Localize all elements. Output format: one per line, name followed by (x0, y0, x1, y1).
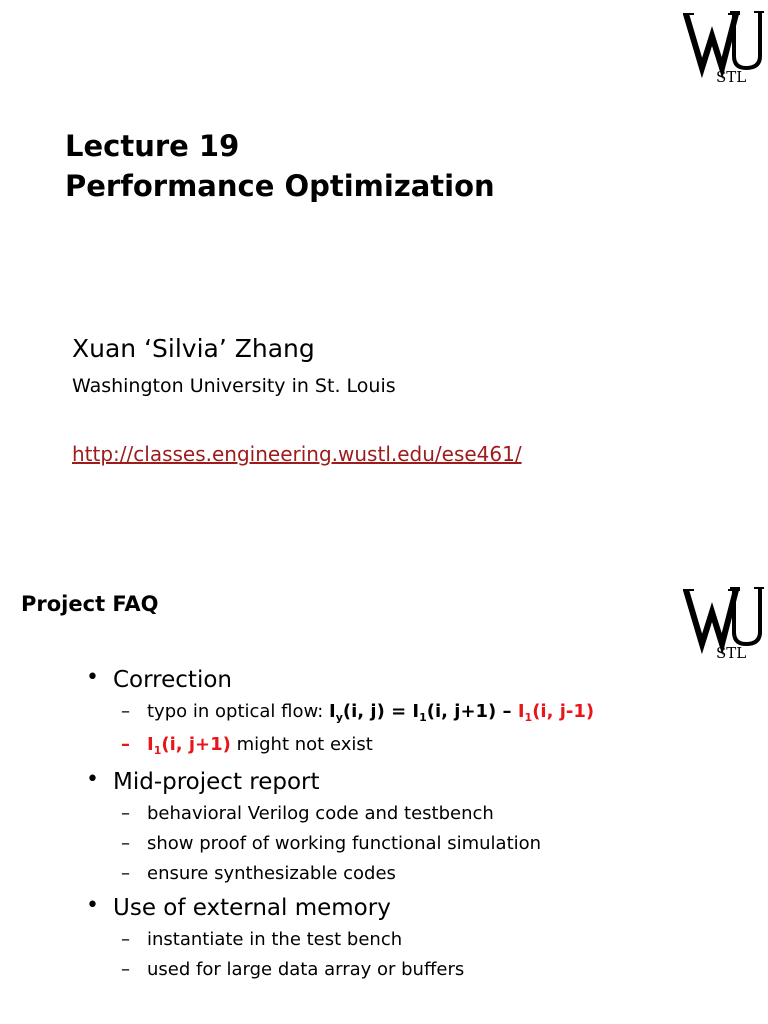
dash-icon: – (121, 863, 130, 884)
bullet-icon: • (86, 893, 99, 918)
svg-text:STL: STL (716, 68, 747, 86)
dash-icon: – (121, 803, 130, 824)
dash-icon: – (121, 929, 130, 950)
sub-item-text: instantiate in the test bench (147, 929, 403, 950)
svg-text:STL: STL (716, 644, 747, 662)
university-logo (682, 582, 764, 662)
lecture-topic: Performance Optimization (65, 169, 495, 203)
lecture-number: Lecture 19 (65, 129, 240, 163)
bullet-label: Use of external memory (113, 895, 391, 921)
sub-item-text: used for large data array or buffers (147, 959, 465, 980)
dash-icon: – (121, 734, 130, 755)
wustl-logo-icon (682, 6, 764, 86)
author-affiliation: Washington University in St. Louis (72, 375, 396, 397)
university-logo (682, 6, 764, 86)
dash-icon: – (121, 833, 130, 854)
dash-icon: – (121, 959, 130, 980)
bullet-icon: • (86, 767, 99, 792)
equation: $I_y(i$, $j) = I_1(i$, $j+1) - I_1(i$, j-1) (329, 701, 595, 724)
bullet-label: Correction (113, 667, 232, 693)
wustl-logo-icon (682, 582, 764, 662)
corrected-term: $I_1(i$, j-1) (517, 701, 595, 724)
bullet-icon: • (86, 665, 99, 690)
slide-title: Project FAQ (21, 592, 159, 616)
sub-item-text: $I_1(i$, j+1) might not exist (147, 734, 373, 757)
course-website-link[interactable]: http://classes.engineering.wustl.edu/ese461/ (72, 442, 522, 466)
lecture-title (65, 126, 495, 206)
bullet-label: Mid-project report (113, 769, 320, 795)
dash-icon: – (121, 701, 130, 722)
project-faq-slide (0, 560, 768, 1024)
sub-item-text: behavioral Verilog code and testbench (147, 803, 494, 824)
sub-item-text: typo in optical flow: $I_y(i$, $j) = I_1(i$, $j+1) - I_1(i$, j-1) (147, 701, 595, 724)
highlighted-term: $I_1(i$, j+1) (147, 734, 231, 757)
author-name: Xuan ‘Silvia’ Zhang (72, 334, 315, 363)
sub-item-text: show proof of working functional simulation (147, 833, 542, 854)
sub-item-text: ensure synthesizable codes (147, 863, 396, 884)
